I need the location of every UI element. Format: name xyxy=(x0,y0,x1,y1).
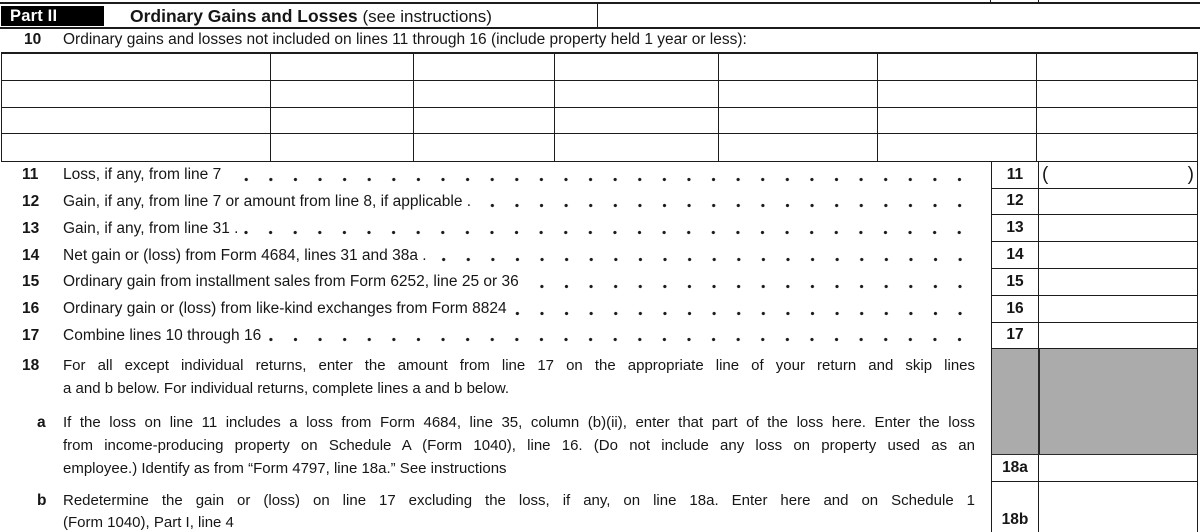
property-table-cell[interactable] xyxy=(719,81,878,108)
paragraph-line: a and b below. For individual returns, complete lines a and b below. xyxy=(63,379,510,397)
open-paren: ( xyxy=(1042,164,1049,186)
shaded-area-divider xyxy=(1038,349,1040,453)
line-18-paragraph xyxy=(22,355,975,400)
line-15-number-box: 15 xyxy=(992,269,1039,295)
form-line-11 xyxy=(22,162,975,189)
dot-leader xyxy=(525,269,975,296)
paragraph-line: For all except individual returns, enter the amount from line 17 on the appropriate line of your return and skip lines xyxy=(63,357,975,374)
dot-leader xyxy=(433,242,975,269)
line-15-amount-box[interactable] xyxy=(1039,269,1197,295)
line-16-boxes xyxy=(991,296,1198,323)
column-tick xyxy=(1038,0,1040,3)
property-table-cell[interactable] xyxy=(271,134,414,161)
top-rule xyxy=(0,2,1200,4)
dot-leader xyxy=(227,162,975,189)
line-18b-amount-box[interactable] xyxy=(1039,482,1197,532)
line-number: 17 xyxy=(22,326,40,344)
line-17-boxes xyxy=(991,323,1198,350)
property-table-cell[interactable] xyxy=(271,108,414,135)
line-18a-boxes xyxy=(991,455,1198,482)
line-16-amount-box[interactable] xyxy=(1039,296,1197,322)
close-paren: ) xyxy=(1187,164,1194,186)
property-table-cell[interactable] xyxy=(555,108,719,135)
line-18a-paragraph xyxy=(37,411,975,480)
paragraph-text xyxy=(63,490,975,532)
line-label: Gain, if any, from line 7 or amount from line 8, if applicable . xyxy=(63,192,472,210)
line-11-amount-box[interactable] xyxy=(1039,162,1197,188)
property-table-cell[interactable] xyxy=(878,54,1037,81)
line-18b-number-box: 18b xyxy=(992,482,1039,532)
line-14-amount-box[interactable] xyxy=(1039,242,1197,268)
line-number: 16 xyxy=(22,300,40,318)
form-line-12 xyxy=(22,189,975,216)
form-line-16 xyxy=(22,296,975,323)
property-table-cell[interactable] xyxy=(719,108,878,135)
dot-leader xyxy=(513,296,975,323)
line-marker: a xyxy=(37,413,46,431)
property-table xyxy=(1,52,1198,162)
property-table-cell[interactable] xyxy=(414,81,555,108)
header-bottom-rule xyxy=(0,27,1200,29)
property-table-cell[interactable] xyxy=(555,81,719,108)
line-number: 13 xyxy=(22,219,40,237)
line-label: Loss, if any, from line 7 xyxy=(63,166,222,184)
line-number: 15 xyxy=(22,273,40,291)
property-table-cell[interactable] xyxy=(414,108,555,135)
property-table-cell[interactable] xyxy=(271,54,414,81)
paragraph-text xyxy=(63,411,975,480)
paragraph-leader-line xyxy=(63,512,975,532)
property-table-cell[interactable] xyxy=(2,54,271,81)
line-13-amount-box[interactable] xyxy=(1039,215,1197,241)
paragraph-line: employee.) Identify as from “Form 4797, line 18a.” See instructions xyxy=(63,459,507,477)
property-table-cell[interactable] xyxy=(271,81,414,108)
line-13-boxes xyxy=(991,215,1198,242)
paragraph-leader-line xyxy=(63,457,975,480)
line-label: Combine lines 10 through 16 xyxy=(63,326,262,344)
dot-leader xyxy=(244,215,975,242)
property-table-cell[interactable] xyxy=(1037,54,1197,81)
line-15-boxes xyxy=(991,269,1198,296)
form-line-15 xyxy=(22,269,975,296)
property-table-cell[interactable] xyxy=(2,81,271,108)
paragraph-line: If the loss on line 11 includes a loss from Form 4684, line 35, column (b)(ii), enter that part of the loss here. Enter the loss xyxy=(63,413,975,431)
shaded-no-entry-area xyxy=(991,349,1198,454)
line-12-boxes xyxy=(991,189,1198,216)
line-17-amount-box[interactable] xyxy=(1039,323,1197,349)
paragraph-line: Redetermine the gain or (loss) on line 17 excluding the loss, if any, on line 18a. Enter here and on Schedule 1 xyxy=(63,491,975,509)
property-table-cell[interactable] xyxy=(719,54,878,81)
line-11-number-box: 11 xyxy=(992,162,1039,188)
line-16-number-box: 16 xyxy=(992,296,1039,322)
line-12-number-box: 12 xyxy=(992,189,1039,215)
property-table-cell[interactable] xyxy=(2,134,271,161)
form-line-13 xyxy=(22,215,975,242)
property-table-cell[interactable] xyxy=(414,54,555,81)
line-number: 12 xyxy=(22,192,40,210)
line-18a-amount-box[interactable] xyxy=(1039,455,1197,481)
line-13-number-box: 13 xyxy=(992,215,1039,241)
line-14-boxes xyxy=(991,242,1198,269)
dot-leader xyxy=(477,189,975,216)
line-10-number: 10 xyxy=(24,31,42,48)
property-table-cell[interactable] xyxy=(555,134,719,161)
column-tick xyxy=(990,0,992,3)
property-table-cell[interactable] xyxy=(719,134,878,161)
property-table-cell[interactable] xyxy=(414,134,555,161)
line-label: Ordinary gain from installment sales from Form 6252, line 25 or 36 xyxy=(63,273,519,291)
line-11-boxes xyxy=(991,162,1198,189)
line-17-number-box: 17 xyxy=(992,323,1039,349)
property-table-cell[interactable] xyxy=(878,134,1037,161)
dot-leader xyxy=(267,323,975,350)
property-table-cell[interactable] xyxy=(1037,134,1197,161)
section-title-text: Ordinary Gains and Losses xyxy=(130,6,358,26)
line-label: Gain, if any, from line 31 . xyxy=(63,219,239,237)
paragraph-line: (Form 1040), Part I, line 4 xyxy=(63,513,234,531)
form-line-14 xyxy=(22,242,975,269)
line-18a-number-box: 18a xyxy=(992,455,1039,481)
header-divider xyxy=(597,4,598,27)
part-ii-badge: Part II xyxy=(1,6,104,26)
paragraph-line: from income-producing property on Schedule A (Form 1040), line 16. (Do not include any loss on property used as an xyxy=(63,436,975,454)
line-number: 14 xyxy=(22,246,40,264)
property-table-cell[interactable] xyxy=(2,108,271,135)
property-table-cell[interactable] xyxy=(878,81,1037,108)
section-title xyxy=(130,5,492,28)
line-12-amount-box[interactable] xyxy=(1039,189,1197,215)
line-14-number-box: 14 xyxy=(992,242,1039,268)
line-18b-boxes xyxy=(991,482,1198,532)
paragraph-text xyxy=(63,355,975,400)
form-line-17 xyxy=(22,323,975,350)
line-label: Ordinary gain or (loss) from like-kind exchanges from Form 8824 xyxy=(63,300,507,318)
line-label: Net gain or (loss) from Form 4684, lines 31 and 38a . xyxy=(63,246,427,264)
line-marker: 18 xyxy=(22,357,40,374)
line-marker: b xyxy=(37,491,47,509)
property-table-cell[interactable] xyxy=(1037,108,1197,135)
property-table-cell[interactable] xyxy=(878,108,1037,135)
property-table-cell[interactable] xyxy=(555,54,719,81)
line-10-label: Ordinary gains and losses not included on lines 11 through 16 (include property held 1 year or less): xyxy=(63,31,747,48)
line-number: 11 xyxy=(22,166,39,184)
property-table-cell[interactable] xyxy=(1037,81,1197,108)
line-18b-paragraph xyxy=(37,490,975,532)
section-subtitle: (see instructions) xyxy=(362,7,492,26)
